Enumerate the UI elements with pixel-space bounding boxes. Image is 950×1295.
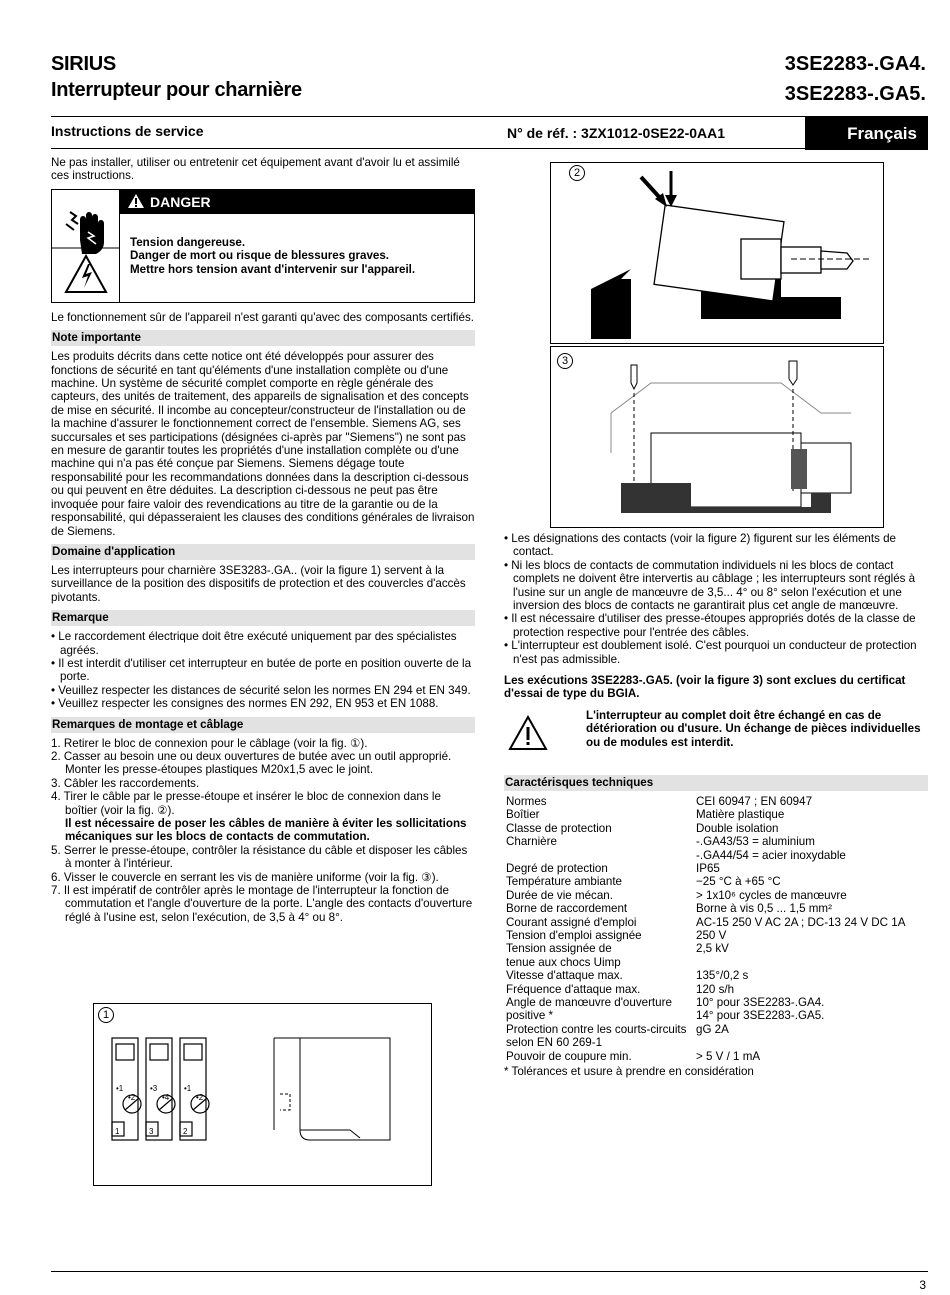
spec-value: -.GA43/53 = aluminium -.GA44/54 = acier inoxydable	[696, 835, 846, 862]
spec-label: Température ambiante	[506, 875, 622, 889]
spec-value: 120 s/h	[696, 982, 735, 996]
spec-label: Borne de raccordement	[506, 902, 628, 916]
terminal-bot-4: •4	[162, 1093, 170, 1102]
spec-value: −25 °C à +65 °C	[696, 875, 781, 889]
table-row	[504, 996, 928, 1023]
figure-2-label: 2	[569, 165, 585, 181]
instructions-heading: Instructions de service	[51, 123, 204, 139]
spec-label: Vitesse d'attaque max.	[506, 969, 623, 983]
spec-label: Fréquence d'attaque max.	[506, 982, 641, 996]
list-item: • L'interrupteur est doublement isolé. C'est pourquoi un conducteur de protection n'est pas admissible.	[504, 639, 917, 666]
spec-label: Normes	[506, 794, 547, 808]
spec-label: Durée de vie mécan.	[506, 888, 613, 902]
danger-line-1: Tension dangereuse.	[130, 235, 246, 249]
cable-warning: Il est nécessaire de poser les câbles de manière à éviter les sollicitations mécaniques sur les blocs de contacts de commutation.	[65, 817, 467, 844]
figure-1-label: 1	[98, 1007, 114, 1023]
spec-value: 2,5 kV	[696, 942, 729, 956]
terminal-top-1: •1	[116, 1084, 124, 1093]
product-ref-ga4: 3SE2283-.GA4.	[784, 53, 926, 75]
spec-label: Courant assigné d'emploi	[506, 915, 637, 929]
spec-value: Borne à vis 0,5 ... 1,5 mm²	[696, 902, 832, 916]
spec-value: gG 2A	[696, 1022, 729, 1036]
danger-label: DANGER	[150, 193, 211, 210]
note-heading: Note importante	[51, 330, 475, 346]
table-row	[504, 969, 928, 982]
terminal-bot-2b: •2	[196, 1093, 204, 1102]
table-row	[504, 808, 928, 821]
list-item: 6. Visser le couvercle en serrant les vis de manière uniforme (voir la fig. ③).	[51, 870, 439, 884]
brand-title: SIRIUS	[51, 53, 116, 75]
danger-header	[120, 190, 474, 214]
list-item	[51, 790, 475, 844]
step-4-text: 4. Tirer le câble par le presse-étoupe et insérer le bloc de connexion dans le boîtier (voir la fig. ②).	[51, 790, 441, 817]
spec-value: Double isolation	[696, 821, 779, 835]
danger-text	[130, 236, 415, 276]
mounting-heading: Remarques de montage et câblage	[51, 717, 475, 733]
remark-list	[51, 630, 475, 710]
electric-hand-icon	[52, 190, 120, 302]
list-item: • Veuillez respecter les distances de sécurité selon les normes EN 294 et EN 349.	[51, 683, 471, 697]
contact-notes-list	[504, 532, 928, 666]
spec-value: AC-15 250 V AC 2A ; DC-13 24 V DC 1A	[696, 915, 906, 929]
terminal-top-3: •3	[150, 1084, 158, 1093]
right-column	[504, 532, 928, 1078]
spec-value: 10° pour 3SE2283-.GA4. 14° pour 3SE2283-.GA5.	[696, 995, 825, 1023]
tolerance-footnote: * Tolérances et usure à prendre en considération	[504, 1065, 754, 1078]
terminal-num-2: 2	[183, 1127, 188, 1136]
list-item: • Ni les blocs de contacts de commutation individuels ni les blocs de contact complets ne doivent être intervertis au câblage ; les interrupteurs sont réglés à l'usine sur un angle de manœuvre de 3,5... 4° ou 8° selon l'exécution et une inversion des blocs de contacts ne garantirait plus cet angle de manœuvre.	[504, 558, 916, 613]
spec-value: > 1x10⁶ cycles de manœuvre	[696, 888, 847, 902]
list-item: • Il est interdit d'utiliser cet interrupteur en butée de porte en position ouverte de la porte.	[51, 656, 472, 684]
figure-3-label: 3	[557, 353, 573, 369]
hinge-switch-mounting-diagram	[591, 169, 881, 339]
table-row	[504, 862, 928, 875]
figure-3	[550, 346, 884, 528]
spec-label: Angle de manœuvre d'ouverture positive *	[506, 995, 672, 1023]
list-item: • Veuillez respecter les consignes des normes EN 292, EN 953 et EN 1088.	[51, 697, 439, 711]
spec-label: Degré de protection	[506, 861, 608, 875]
list-item: • Les désignations des contacts (voir la figure 2) figurent sur les éléments de contact.	[504, 532, 897, 559]
list-item: • Il est nécessaire d'utiliser des presse-étoupes appropriés dotés de la classe de protection respective pour l'entrée des câbles.	[504, 612, 916, 639]
housing-outline-diagram	[270, 1034, 400, 1144]
spec-value: CEI 60947 ; EN 60947	[696, 794, 813, 808]
table-row	[504, 942, 928, 969]
spec-value: IP65	[696, 861, 720, 875]
bgia-note: Les exécutions 3SE2283-.GA5. (voir la figure 3) sont exclues du certificat d'essai de type du BGIA.	[504, 674, 906, 701]
danger-line-2: Danger de mort ou risque de blessures graves.	[130, 249, 390, 263]
header-rule	[51, 116, 928, 117]
list-item: 3. Câbler les raccordements.	[51, 776, 200, 790]
terminal-bot-2: •2	[128, 1093, 136, 1102]
mounting-list	[51, 737, 475, 925]
warning-triangle-icon	[508, 715, 548, 751]
cover-screw-diagram	[591, 353, 881, 523]
table-row	[504, 835, 928, 862]
table-row	[504, 916, 928, 929]
intro-text: Ne pas installer, utiliser ou entretenir cet équipement avant d'avoir lu et assimilé ces instructions.	[51, 156, 460, 183]
terminal-num-3: 3	[149, 1127, 154, 1136]
tech-heading: Caractérisques techniques	[504, 775, 928, 791]
spec-label: Pouvoir de coupure min.	[506, 1049, 632, 1063]
subheader-rule	[51, 148, 805, 149]
list-item: 7. Il est impératif de contrôler après le montage de l'interrupteur la fonction de commutation et l'angle d'ouverture de la porte. L'angle des contacts d'ouverture réglé à l'usine est, selon l'exécution, de 3,5 à 4° ou 8°.	[51, 884, 473, 924]
spec-value: Matière plastique	[696, 808, 785, 822]
domain-heading: Domaine d'application	[51, 544, 475, 560]
table-row	[504, 889, 928, 902]
spec-label: Tension assignée de tenue aux chocs Uimp	[506, 942, 621, 969]
table-row	[504, 795, 928, 808]
spec-label: Protection contre les courts-circuits selon EN 60 269-1	[506, 1022, 687, 1050]
table-row	[504, 983, 928, 996]
table-row	[504, 822, 928, 835]
table-row	[504, 1023, 928, 1050]
replacement-warning-text: L'interrupteur au complet doit être échangé en cas de détérioration ou d'usure. Un échange de pièces individuelles ou de modules est interdit.	[586, 708, 921, 749]
product-ref-ga5: 3SE2283-.GA5.	[784, 83, 926, 105]
danger-icons	[52, 190, 120, 302]
table-row	[504, 1050, 928, 1063]
tech-specs-table	[504, 795, 928, 1063]
terminal-num-1: 1	[115, 1127, 120, 1136]
list-item: 5. Serrer le presse-étoupe, contrôler la résistance du câble et disposer les câbles à monter à l'intérieur.	[51, 843, 468, 871]
footer-rule	[51, 1271, 928, 1272]
spec-label: Classe de protection	[506, 821, 612, 835]
terminal-top-1b: •1	[184, 1084, 192, 1093]
replacement-warning	[504, 709, 928, 765]
language-tab: Français	[805, 117, 928, 150]
danger-box	[51, 189, 475, 303]
list-item: 2. Casser au besoin une ou deux ouvertures de butée avec un outil approprié. Monter les presse-étoupes plastiques M20x1,5 avec le joint.	[51, 749, 452, 777]
table-row	[504, 929, 928, 942]
document-title: Interrupteur pour charnière	[51, 79, 302, 101]
list-item: 1. Retirer le bloc de connexion pour le câblage (voir la fig. ①).	[51, 736, 368, 750]
domain-text: Les interrupteurs pour charnière 3SE3283-.GA.. (voir la figure 1) servent à la surveillance de la position des dispositifs de protection et des couvercles d'accès pivotants.	[51, 563, 466, 604]
spec-value: > 5 V / 1 mA	[696, 1049, 761, 1063]
danger-line-3: Mettre hors tension avant d'intervenir sur l'appareil.	[130, 262, 416, 276]
figure-1	[93, 1003, 432, 1186]
spec-label: Boîtier	[506, 808, 540, 822]
spec-value: 250 V	[696, 928, 727, 942]
order-number: N° de réf. : 3ZX1012-0SE22-0AA1	[507, 125, 726, 141]
spec-value: 135°/0,2 s	[696, 969, 749, 983]
spec-label: Tension d'emploi assignée	[506, 928, 642, 942]
note-text: Les produits décrits dans cette notice ont été développés pour assurer des fonctions de sécurité en tant qu'éléments d'une installation complète ou d'une machine. Un système de sécurité complet comporte en règle générale des capteurs, des unités de traitement, des appareils de signalisation et des concepts de mise en sécurité. Il incombe au concepteur/constructeur de l'installation ou de la machine d'assurer le fonctionnement correct de l'ensemble. Siemens AG, ses succursales et ses participations (désignées ci-après par "Siemens") ne sont pas en mesure de garantir toutes les propriétés d'une installation complète ou d'une machine qui n'a pas été conçue par Siemens. Siemens dégage toute responsabilité pour les recommandations données dans la description ci-dessous ou qui peuvent en être déduites. La description ci-dessous ne peut pas être invoquée pour faire valoir des revendications au titre de la garantie ou de la responsabilité, qui dépasseraient les clauses des conditions générales de livraison de Siemens.	[51, 350, 475, 538]
table-row	[504, 902, 928, 915]
remark-heading: Remarque	[51, 610, 475, 626]
list-item: • Le raccordement électrique doit être exécuté uniquement par des spécialistes agréés.	[51, 630, 457, 657]
page-number: 3	[919, 1278, 926, 1292]
figure-2	[550, 162, 884, 344]
left-column	[51, 156, 475, 924]
safe-operation-text: Le fonctionnement sûr de l'appareil n'est garanti qu'avec des composants certifiés.	[51, 310, 474, 324]
spec-label: Charnière	[506, 835, 557, 849]
terminal-block-diagram	[108, 1034, 218, 1144]
warning-triangle-icon	[128, 191, 144, 215]
table-row	[504, 875, 928, 888]
